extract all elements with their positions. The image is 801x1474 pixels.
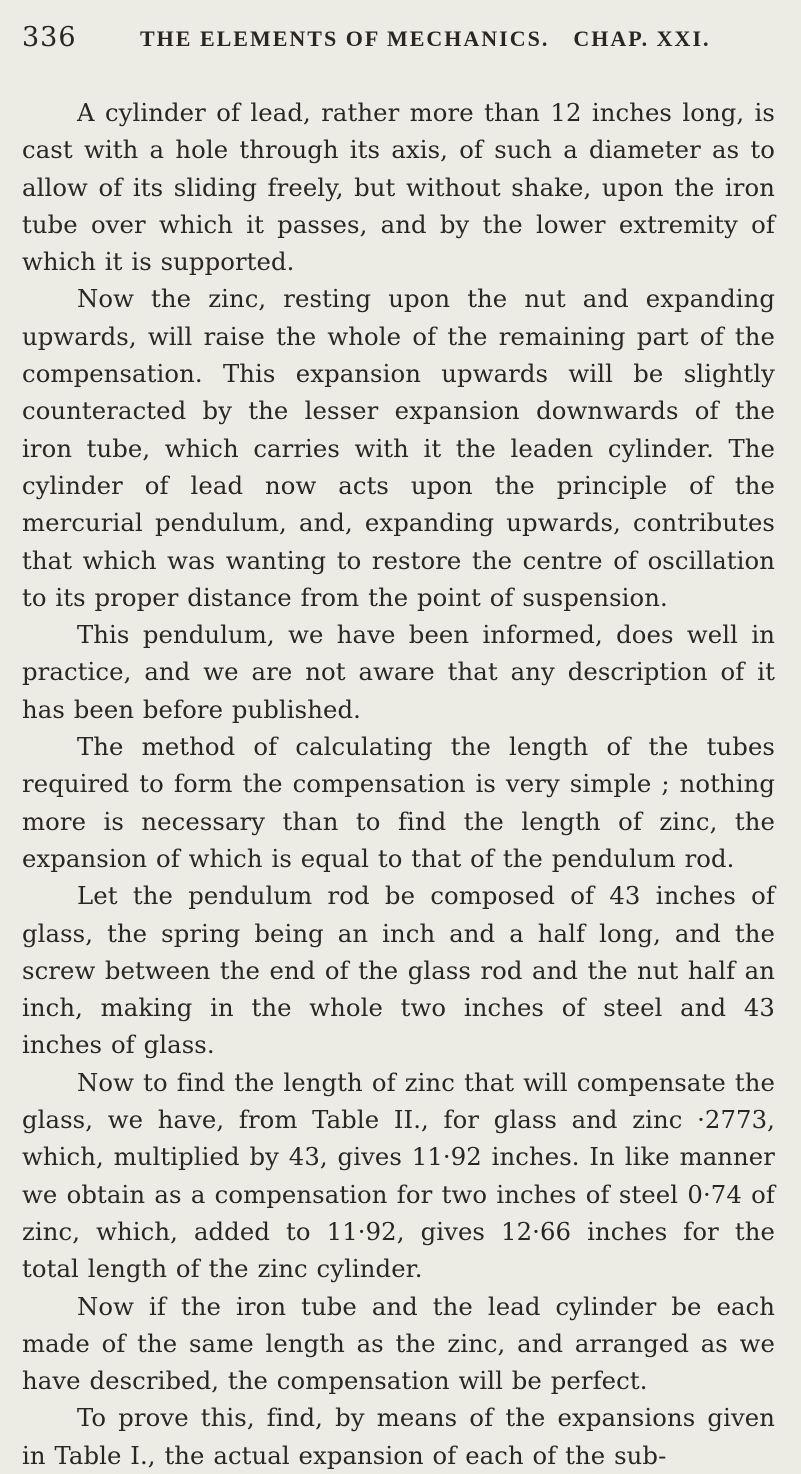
running-head [22,22,775,62]
paragraph: A cylinder of lead, rather more than 12 inches long, is cast with a hole through its axis, of such a diameter as to allow of its sliding freely, but without shake, upon the iron tube over which it passes, and by the lower extremity of which it is supported. [22,98,775,277]
paragraph: This pendulum, we have been informed, does well in practice, and we are not aware that any description of it has been before published. [22,620,775,724]
header-chapter: CHAP. XXI. [573,26,711,51]
header-title: THE ELEMENTS OF MECHANICS. [140,26,550,51]
paragraph: Now if the iron tube and the lead cylinder be each made of the same length as the zinc, and arranged as we have described, the compensation will be perfect. [22,1291,775,1396]
paragraph: Now to find the length of zinc that will compensate the glass, we have, from Table II., for glass and zinc ·2773, which, multiplied by 43, gives 11·92 inches. In like manner we obtain as a compensation for two inches of steel 0·74 of zinc, which, added to 11·92, gives 12·66 inches for the total length of the zinc cylinder. [22,1067,775,1284]
paragraph: The method of calculating the length of the tubes required to form the compensation is very simple ; nothing more is necessary than to find the length of zinc, the expansion of which is equal to that of the pendulum rod. [22,732,775,873]
page-number: 336 [22,22,77,53]
paragraph: Now the zinc, resting upon the nut and expanding upwards, will raise the whole of the remaining part of the compensation. This expansion upwards will be slightly counteracted by the lesser expansion downwards of the iron tube, which carries with it the leaden cylinder. The cylinder of lead now acts upon the principle of the mercurial pendulum, and, expanding upwards, contributes that which was wanting to restore the centre of oscillation to its proper distance from the point of suspension. [22,284,775,612]
paragraph: To prove this, find, by means of the expansions given in Table I., the actual expansion of each of the sub- [22,1403,775,1470]
paragraph: Let the pendulum rod be composed of 43 inches of glass, the spring being an inch and a half long, and the screw between the end of the glass rod and the nut half an inch, making in the whole two inches of steel and 43 inches of glass. [22,881,775,1060]
body-text [22,94,775,1474]
